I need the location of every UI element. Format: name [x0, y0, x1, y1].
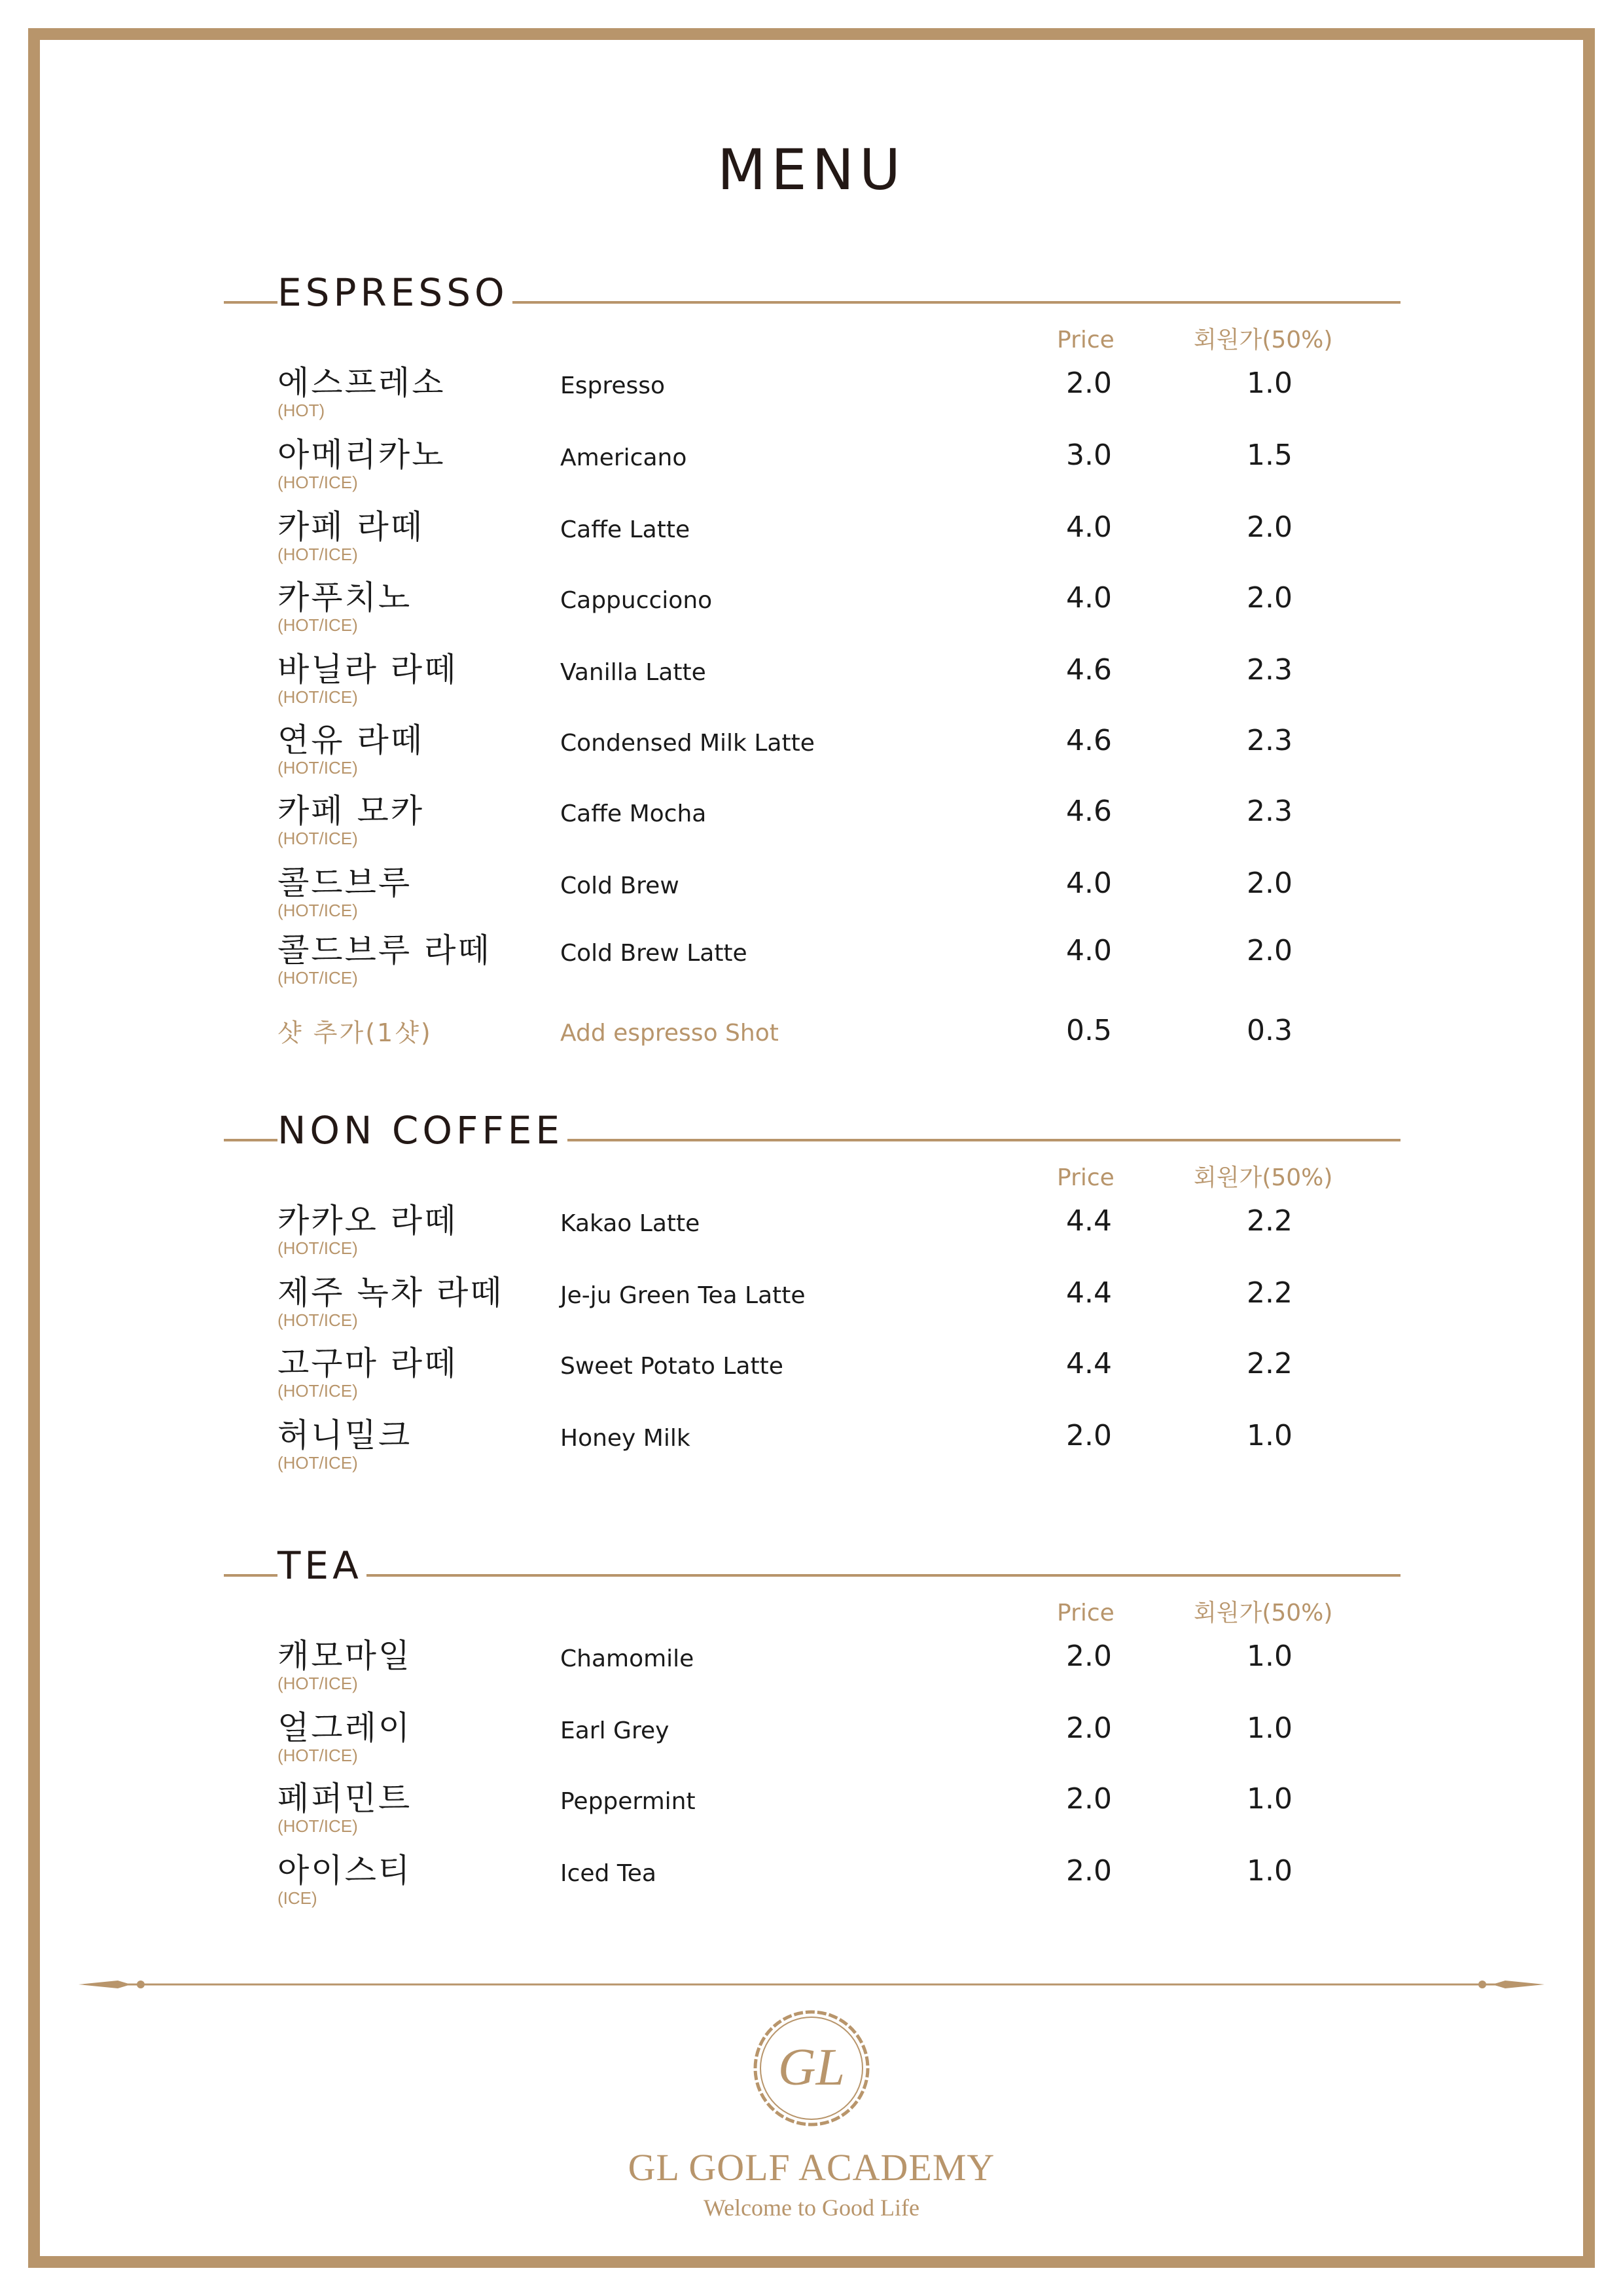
menu-item: [0, 1416, 1623, 1484]
item-english-name: Americano: [560, 444, 687, 471]
item-korean-name: 샷 추가(1샷): [277, 1018, 433, 1047]
item-temperature-note: (HOT/ICE): [277, 473, 358, 492]
item-price: 2.0: [1066, 1854, 1112, 1888]
item-english-name: Vanilla Latte: [560, 659, 706, 686]
ornament-divider: [79, 1977, 1544, 1992]
menu-title: MENU: [717, 137, 906, 203]
item-english-name: Espresso: [560, 372, 666, 399]
menu-item: [0, 721, 1623, 789]
item-english-name: Caffe Mocha: [560, 800, 707, 827]
item-member-price: 2.2: [1247, 1276, 1293, 1310]
item-temperature-note: (HOT): [277, 401, 325, 420]
item-member-price: 2.0: [1247, 934, 1293, 967]
item-member-price: 1.0: [1247, 1640, 1293, 1673]
item-temperature-note: (HOT/ICE): [277, 1453, 358, 1473]
item-price: 4.0: [1066, 511, 1112, 544]
item-price: 4.4: [1066, 1204, 1112, 1238]
item-price: 4.6: [1066, 724, 1112, 757]
item-member-price: 2.2: [1247, 1204, 1293, 1238]
item-member-price: 1.0: [1247, 1854, 1293, 1888]
menu-item: [0, 508, 1623, 576]
gl-logo-emblem: [746, 2003, 877, 2134]
item-price: 0.5: [1066, 1014, 1112, 1047]
item-korean-name: 콜드브루 라떼: [277, 931, 491, 969]
item-korean-name: 콜드브루: [277, 864, 412, 902]
price-column-header: Price: [1057, 1164, 1115, 1191]
menu-item: [0, 653, 1623, 719]
item-member-price: 1.0: [1247, 1419, 1293, 1452]
page-border: [28, 28, 1595, 2268]
menu-item: [0, 864, 1623, 932]
member-price-column-header: 회원가(50%): [1194, 1164, 1333, 1191]
item-temperature-note: (HOT/ICE): [277, 1746, 358, 1765]
item-korean-name: 아이스티: [277, 1852, 412, 1890]
item-korean-name: 허니밀크: [277, 1416, 412, 1454]
menu-item: [0, 1204, 1623, 1270]
menu-item: [0, 1782, 1623, 1848]
item-price: 2.0: [1066, 1419, 1112, 1452]
menu-item: [0, 1014, 1623, 1079]
item-english-name: Condensed Milk Latte: [560, 730, 815, 757]
item-english-name: Cold Brew: [560, 872, 679, 899]
menu-item: [0, 1276, 1623, 1342]
item-korean-name: 바닐라 라떼: [277, 651, 458, 689]
price-column-header: Price: [1057, 327, 1115, 353]
item-english-name: Honey Milk: [560, 1425, 690, 1452]
item-korean-name: 카카오 라떼: [277, 1202, 458, 1240]
item-temperature-note: (HOT/ICE): [277, 968, 358, 988]
price-column-header: Price: [1057, 1600, 1115, 1626]
item-member-price: 2.0: [1247, 581, 1293, 615]
member-price-column-header: 회원가(50%): [1194, 327, 1333, 353]
item-korean-name: 에스프레소: [277, 364, 446, 402]
menu-item: [0, 581, 1623, 647]
item-temperature-note: (HOT/ICE): [277, 901, 358, 920]
menu-item: [0, 1854, 1623, 1920]
item-price: 2.0: [1066, 367, 1112, 400]
item-temperature-note: (HOT/ICE): [277, 1310, 358, 1330]
item-korean-name: 캐모마일: [277, 1637, 412, 1675]
item-price: 4.6: [1066, 653, 1112, 687]
item-english-name: Add espresso Shot: [560, 1020, 779, 1047]
item-temperature-note: (HOT/ICE): [277, 829, 358, 848]
item-korean-name: 카페 라떼: [277, 508, 425, 546]
item-member-price: 0.3: [1247, 1014, 1293, 1047]
item-temperature-note: (HOT/ICE): [277, 1674, 358, 1693]
item-temperature-note: (HOT/ICE): [277, 615, 358, 635]
item-member-price: 2.3: [1247, 653, 1293, 687]
item-korean-name: 카페 모카: [277, 792, 425, 830]
item-temperature-note: (HOT/ICE): [277, 1816, 358, 1836]
item-temperature-note: (HOT/ICE): [277, 1381, 358, 1401]
item-price: 4.0: [1066, 867, 1112, 900]
item-english-name: Chamomile: [560, 1645, 694, 1672]
item-english-name: Iced Tea: [560, 1860, 656, 1887]
item-temperature-note: (HOT/ICE): [277, 687, 358, 707]
menu-item: [0, 436, 1623, 504]
menu-item: [0, 1344, 1623, 1412]
item-temperature-note: (HOT/ICE): [277, 545, 358, 564]
item-member-price: 1.0: [1247, 1712, 1293, 1745]
item-korean-name: 페퍼민트: [277, 1780, 412, 1818]
item-member-price: 1.0: [1247, 1782, 1293, 1816]
item-price: 4.4: [1066, 1276, 1112, 1310]
item-price: 4.0: [1066, 581, 1112, 615]
item-member-price: 2.0: [1247, 867, 1293, 900]
item-member-price: 2.2: [1247, 1347, 1293, 1380]
section-title: TEA: [277, 1547, 366, 1585]
section-rule: [224, 1574, 1400, 1577]
menu-item: [0, 1637, 1623, 1705]
member-price-column-header: 회원가(50%): [1194, 1600, 1333, 1626]
item-price: 3.0: [1066, 439, 1112, 472]
item-english-name: Cappucciono: [560, 587, 713, 614]
item-member-price: 2.3: [1247, 724, 1293, 757]
item-english-name: Cold Brew Latte: [560, 940, 747, 967]
item-temperature-note: (HOT/ICE): [277, 758, 358, 778]
item-english-name: Je-ju Green Tea Latte: [560, 1282, 806, 1309]
section-title: NON COFFEE: [277, 1111, 567, 1149]
item-korean-name: 연유 라떼: [277, 721, 425, 759]
item-price: 2.0: [1066, 1640, 1112, 1673]
brand-tagline: Welcome to Good Life: [704, 2195, 919, 2221]
item-korean-name: 제주 녹차 라떼: [277, 1274, 504, 1312]
item-member-price: 1.0: [1247, 367, 1293, 400]
item-price: 2.0: [1066, 1782, 1112, 1816]
menu-item: [0, 1709, 1623, 1777]
item-korean-name: 카푸치노: [277, 579, 412, 617]
item-member-price: 2.0: [1247, 511, 1293, 544]
item-price: 4.0: [1066, 934, 1112, 967]
menu-item: [0, 792, 1623, 860]
item-member-price: 1.5: [1247, 439, 1293, 472]
item-price: 2.0: [1066, 1712, 1112, 1745]
menu-item: [0, 364, 1623, 432]
item-temperature-note: (ICE): [277, 1888, 317, 1908]
item-english-name: Kakao Latte: [560, 1210, 700, 1237]
item-english-name: Caffe Latte: [560, 516, 690, 543]
item-price: 4.4: [1066, 1347, 1112, 1380]
item-temperature-note: (HOT/ICE): [277, 1238, 358, 1258]
item-english-name: Earl Grey: [560, 1717, 669, 1744]
item-korean-name: 고구마 라떼: [277, 1344, 458, 1382]
menu-item: [0, 931, 1623, 999]
item-korean-name: 얼그레이: [277, 1709, 412, 1747]
item-member-price: 2.3: [1247, 795, 1293, 828]
item-price: 4.6: [1066, 795, 1112, 828]
brand-name: GL GOLF ACADEMY: [628, 2146, 995, 2189]
section-title: ESPRESSO: [277, 274, 512, 312]
svg-text:GL: GL: [777, 2039, 846, 2096]
item-korean-name: 아메리카노: [277, 436, 446, 474]
item-english-name: Sweet Potato Latte: [560, 1353, 783, 1380]
item-english-name: Peppermint: [560, 1788, 696, 1815]
